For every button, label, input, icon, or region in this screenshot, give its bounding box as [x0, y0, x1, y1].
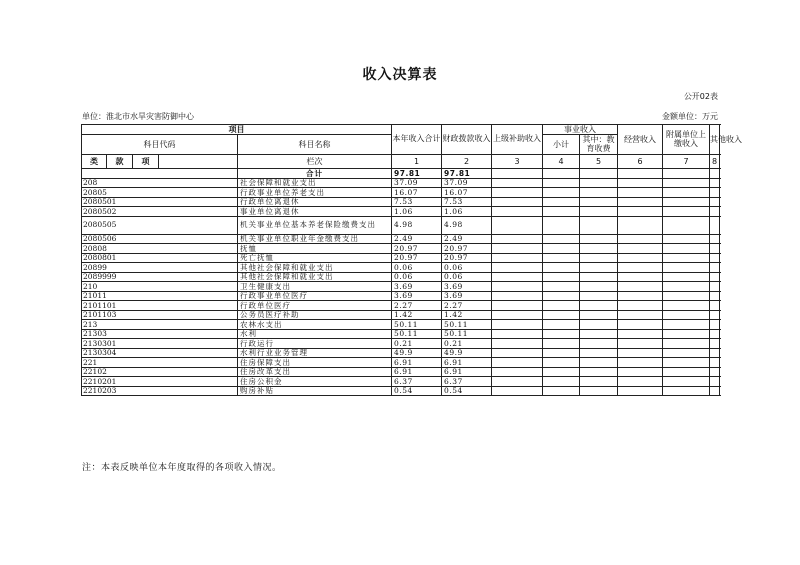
- header-lei: 类: [82, 155, 107, 169]
- total-income-cell: 0.21: [392, 339, 442, 349]
- total-income-cell: 2.27: [392, 301, 442, 311]
- total-income-cell: 20.97: [392, 244, 442, 254]
- header-operating: 经营收入: [618, 125, 663, 155]
- col-num: 1: [392, 155, 442, 169]
- subject-code: 2130304: [82, 348, 238, 358]
- col-num: 3: [492, 155, 543, 169]
- table-note: 注：本表反映单位本年度取得的各项收入情况。: [82, 463, 282, 473]
- total-income-cell: 7.53: [392, 197, 442, 207]
- table-row: [82, 282, 720, 292]
- subject-name: 机关事业单位职业年金缴费支出: [238, 234, 392, 244]
- subject-code: 2101103: [82, 310, 238, 320]
- table-row: [82, 339, 720, 349]
- table-row: [82, 188, 720, 198]
- subject-code: 2130301: [82, 339, 238, 349]
- fiscal-cell: 1.06: [442, 207, 492, 217]
- header-fiscal: 财政拨款收入: [442, 125, 492, 155]
- subject-name: 卫生健康支出: [238, 282, 392, 292]
- table-row: [82, 367, 720, 377]
- total-income-cell: 6.37: [392, 377, 442, 387]
- table-row: [82, 358, 720, 368]
- table-row: [82, 291, 720, 301]
- form-code: 公开02表: [683, 92, 718, 101]
- subject-name: 抚恤: [238, 244, 392, 254]
- total-income-cell: 20.97: [392, 253, 442, 263]
- fiscal-cell: 20.97: [442, 253, 492, 263]
- table-row: [82, 234, 720, 244]
- subject-code: 210: [82, 282, 238, 292]
- fiscal-cell: 0.06: [442, 263, 492, 273]
- fiscal-cell: 0.21: [442, 339, 492, 349]
- table-row: [82, 320, 720, 330]
- page-title: 收入决算表: [362, 67, 438, 83]
- subject-code: 20808: [82, 244, 238, 254]
- fiscal-cell: 6.37: [442, 377, 492, 387]
- total-income-cell: 0.54: [392, 386, 442, 396]
- total-fiscal-value: 97.81: [442, 169, 492, 179]
- total-income-cell: 49.9: [392, 348, 442, 358]
- header-business-income: 事业收入: [543, 125, 618, 135]
- subject-code: 21011: [82, 291, 238, 301]
- subject-code: 2080506: [82, 234, 238, 244]
- total-income-cell: 3.69: [392, 291, 442, 301]
- total-income-cell: 50.11: [392, 320, 442, 330]
- subject-name: 公务员医疗补助: [238, 310, 392, 320]
- total-income-cell: 16.07: [392, 188, 442, 198]
- header-edu-fee: 其中：教育收费: [580, 135, 618, 155]
- col-num: 2: [442, 155, 492, 169]
- subject-name: 住房改革支出: [238, 367, 392, 377]
- header-code: 科目代码: [82, 135, 238, 155]
- total-income-cell: 50.11: [392, 329, 442, 339]
- total-income-value: 97.81: [392, 169, 442, 179]
- subject-code: 213: [82, 320, 238, 330]
- fiscal-cell: 2.27: [442, 301, 492, 311]
- table-row: [82, 272, 720, 282]
- col-num: 6: [618, 155, 663, 169]
- subject-code: 20805: [82, 188, 238, 198]
- total-income-cell: 2.49: [392, 234, 442, 244]
- subject-code: 2210201: [82, 377, 238, 387]
- subject-name: 其他社会保障和就业支出: [238, 263, 392, 273]
- fiscal-cell: 37.09: [442, 178, 492, 188]
- fiscal-cell: 4.98: [442, 216, 492, 234]
- subject-name: 住房公积金: [238, 377, 392, 387]
- subject-name: 其他社会保障和就业支出: [238, 272, 392, 282]
- fiscal-cell: 0.54: [442, 386, 492, 396]
- fiscal-cell: 20.97: [442, 244, 492, 254]
- fiscal-cell: 3.69: [442, 282, 492, 292]
- total-income-cell: 4.98: [392, 216, 442, 234]
- subject-name: 行政运行: [238, 339, 392, 349]
- table-row: [82, 310, 720, 320]
- subject-code: 2080501: [82, 197, 238, 207]
- col-num: 7: [663, 155, 710, 169]
- fiscal-cell: 2.49: [442, 234, 492, 244]
- subject-code: 2210203: [82, 386, 238, 396]
- subject-name: 死亡抚恤: [238, 253, 392, 263]
- fiscal-cell: 50.11: [442, 329, 492, 339]
- subject-name: 水利行业业务管理: [238, 348, 392, 358]
- table-row: [82, 329, 720, 339]
- header-lanci: 栏次: [238, 155, 392, 169]
- subject-name: 水利: [238, 329, 392, 339]
- total-income-cell: 1.06: [392, 207, 442, 217]
- subject-name: 行政事业单位医疗: [238, 291, 392, 301]
- fiscal-cell: 6.91: [442, 358, 492, 368]
- subject-code: 2101101: [82, 301, 238, 311]
- subject-code: 208: [82, 178, 238, 188]
- table-row: [82, 386, 720, 396]
- table-row: [82, 263, 720, 273]
- table-row: [82, 216, 720, 234]
- header-kuan: 款: [107, 155, 133, 169]
- total-income-cell: 6.91: [392, 367, 442, 377]
- subject-name: 住房保障支出: [238, 358, 392, 368]
- fiscal-cell: 50.11: [442, 320, 492, 330]
- subject-code: 2080502: [82, 207, 238, 217]
- fiscal-cell: 49.9: [442, 348, 492, 358]
- header-other: 其他收入: [710, 125, 720, 155]
- subject-code: 2080505: [82, 216, 238, 234]
- subject-name: 行政单位离退休: [238, 197, 392, 207]
- subject-name: 社会保障和就业支出: [238, 178, 392, 188]
- subject-code: 21303: [82, 329, 238, 339]
- header-upper-grant: 上级补助收入: [492, 125, 543, 155]
- header-name: 科目名称: [238, 135, 392, 155]
- subject-code: 22102: [82, 367, 238, 377]
- total-income-cell: 3.69: [392, 282, 442, 292]
- reporting-unit: 单位：淮北市水旱灾害防御中心: [82, 112, 194, 121]
- total-income-cell: 1.42: [392, 310, 442, 320]
- table-row: [82, 197, 720, 207]
- subject-name: 购房补贴: [238, 386, 392, 396]
- table-row: [82, 178, 720, 188]
- subject-code: 2089999: [82, 272, 238, 282]
- fiscal-cell: 3.69: [442, 291, 492, 301]
- header-total-income: 本年收入合计: [392, 125, 442, 155]
- total-income-cell: 6.91: [392, 358, 442, 368]
- total-income-cell: 37.09: [392, 178, 442, 188]
- fiscal-cell: 7.53: [442, 197, 492, 207]
- col-num: 5: [580, 155, 618, 169]
- table-row: [82, 301, 720, 311]
- table-row: [82, 207, 720, 217]
- table-row: [82, 253, 720, 263]
- header-subtotal: 小计: [543, 135, 580, 155]
- subject-name: 机关事业单位基本养老保险缴费支出: [238, 216, 392, 234]
- col-num: 4: [543, 155, 580, 169]
- table-row: [82, 377, 720, 387]
- fiscal-cell: 1.42: [442, 310, 492, 320]
- total-label: 合计: [238, 169, 392, 179]
- subject-code: 20899: [82, 263, 238, 273]
- total-income-cell: 0.06: [392, 272, 442, 282]
- subject-name: 事业单位离退休: [238, 207, 392, 217]
- col-num: 8: [710, 155, 720, 169]
- fiscal-cell: 16.07: [442, 188, 492, 198]
- fiscal-cell: 0.06: [442, 272, 492, 282]
- table-row: [82, 244, 720, 254]
- subject-name: 农林水支出: [238, 320, 392, 330]
- subject-code: 221: [82, 358, 238, 368]
- subject-code: 2080801: [82, 253, 238, 263]
- header-xiang: 项: [133, 155, 159, 169]
- fiscal-cell: 6.91: [442, 367, 492, 377]
- total-row: [82, 169, 720, 179]
- table-row: [82, 348, 720, 358]
- money-unit: 金额单位：万元: [662, 112, 718, 121]
- header-project: 项目: [82, 125, 392, 135]
- subject-name: 行政单位医疗: [238, 301, 392, 311]
- subject-name: 行政事业单位养老支出: [238, 188, 392, 198]
- income-table: [81, 124, 743, 396]
- header-affiliated: 附属单位上缴收入: [663, 125, 710, 155]
- total-income-cell: 0.06: [392, 263, 442, 273]
